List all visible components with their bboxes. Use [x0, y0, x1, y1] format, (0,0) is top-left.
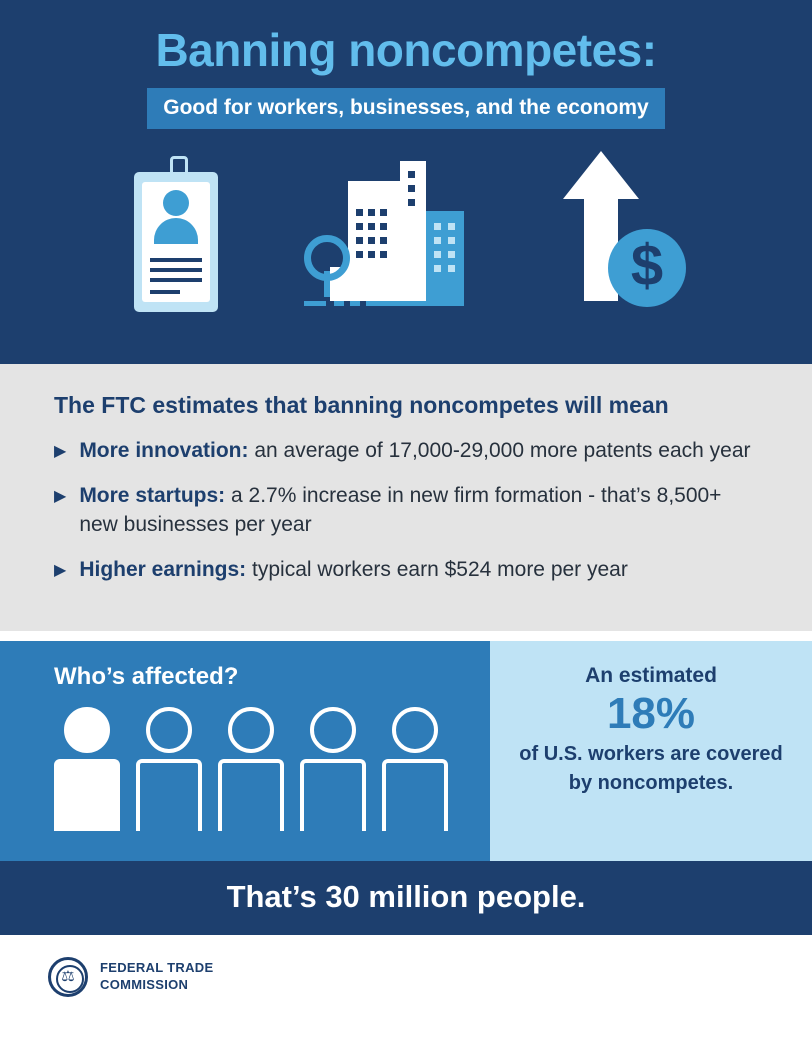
dollar-sign-icon: $ — [608, 229, 686, 307]
person-head-shape — [392, 707, 438, 753]
bullet-arrow-icon: ▶ — [54, 561, 67, 579]
city-buildings-icon — [304, 151, 474, 316]
people-pictogram — [54, 707, 490, 831]
list-item — [54, 556, 758, 585]
seal-glyph: ⚖ — [61, 967, 75, 985]
person-head-shape — [64, 707, 110, 753]
person-icon-outline — [218, 707, 284, 831]
badge-text-line — [150, 258, 202, 262]
agency-name-line1: FEDERAL TRADE — [100, 960, 214, 976]
badge-text-line — [150, 290, 180, 294]
affected-section — [0, 641, 812, 861]
person-icon-outline — [300, 707, 366, 831]
ftc-seal-icon — [48, 957, 88, 997]
bullet-rest: an average of 17,000-29,000 more patents each year — [248, 438, 751, 462]
stat-percent: 18% — [606, 688, 696, 738]
bullet-lead: More innovation: — [79, 438, 249, 462]
arrow-head-shape — [563, 151, 639, 199]
ground-line — [304, 301, 326, 306]
stat-label-bottom: of U.S. workers are covered by noncompetes. — [519, 743, 783, 795]
building-shape — [400, 161, 426, 301]
header-icon-row — [0, 129, 812, 342]
bullet-text — [79, 556, 628, 585]
badge-text-line — [150, 278, 202, 282]
footer-section — [0, 935, 812, 1017]
list-item — [54, 437, 758, 466]
bullet-text — [79, 437, 750, 466]
person-body-shape — [300, 759, 366, 831]
summary-banner — [0, 861, 812, 935]
page-title: Banning noncompetes: — [155, 24, 657, 76]
affected-left-panel — [0, 641, 490, 861]
tree-trunk-shape — [324, 271, 330, 297]
affected-title: Who’s affected? — [54, 662, 239, 690]
stat-label-top: An estimated — [585, 663, 717, 687]
ground-line — [334, 301, 344, 306]
upward-arrow-dollar-icon — [554, 151, 684, 316]
header-section — [0, 0, 812, 364]
estimates-heading: The FTC estimates that banning noncompetes will mean — [54, 392, 669, 419]
page-subtitle: Good for workers, businesses, and the economy — [163, 96, 649, 120]
agency-name-line2: COMMISSION — [100, 976, 189, 992]
bullet-text — [79, 482, 758, 540]
person-icon-outline — [136, 707, 202, 831]
person-body-shape — [218, 759, 284, 831]
person-body-shape — [54, 759, 120, 831]
estimates-section — [0, 364, 812, 630]
bullet-rest: typical workers earn $524 more per year — [246, 557, 628, 581]
person-icon-outline — [382, 707, 448, 831]
section-divider — [0, 631, 812, 641]
id-badge-icon — [128, 156, 224, 316]
ground-line — [366, 301, 464, 306]
person-body-shape — [382, 759, 448, 831]
person-icon-filled — [54, 707, 120, 831]
person-head-shape — [310, 707, 356, 753]
summary-banner-text: That’s 30 million people. — [226, 878, 586, 914]
bullet-arrow-icon: ▶ — [54, 487, 67, 505]
ground-line — [350, 301, 360, 306]
bullet-lead: More startups: — [79, 483, 226, 507]
agency-name — [100, 960, 213, 993]
affected-stat-panel — [490, 641, 812, 861]
list-item — [54, 482, 758, 540]
badge-text-line — [150, 268, 202, 272]
bullet-rest: a 2.7% increase in new firm formation - that’s 8,500+ new businesses per year — [79, 483, 722, 536]
bullet-lead: Higher earnings: — [79, 557, 247, 581]
building-shape — [426, 211, 464, 301]
bullet-arrow-icon: ▶ — [54, 442, 67, 460]
person-head-shape — [146, 707, 192, 753]
subtitle-band — [147, 88, 664, 129]
person-body-shape — [136, 759, 202, 831]
person-head-shape — [228, 707, 274, 753]
